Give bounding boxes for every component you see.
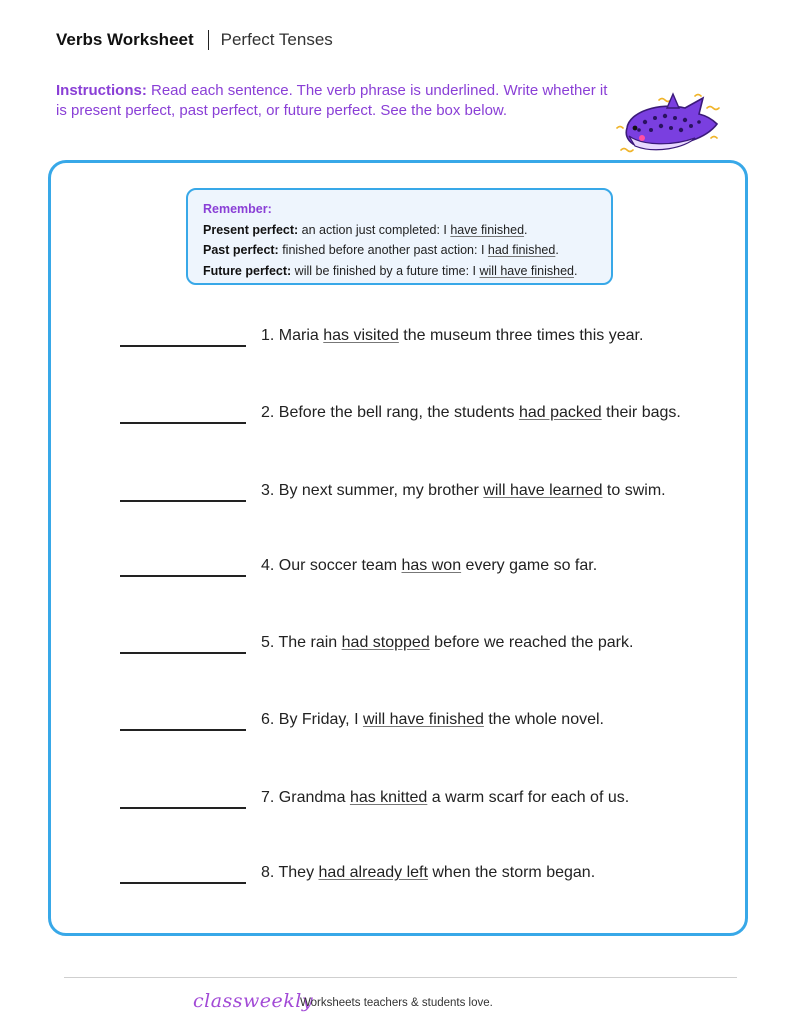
question-text: 2. Before the bell rang, the students had packed their bags. bbox=[261, 404, 681, 421]
instructions-text: Read each sentence. The verb phrase is underlined. Write whether it is present perfect, past perfect, or future perfect. See the box below. bbox=[56, 82, 608, 119]
question-item bbox=[120, 863, 720, 891]
question-item bbox=[120, 556, 720, 584]
remember-verb: have finished bbox=[450, 222, 525, 237]
remember-punct: . bbox=[524, 222, 528, 237]
remember-verb: will have finished bbox=[479, 263, 574, 278]
remember-title: Remember: bbox=[203, 202, 272, 216]
verb-phrase: had packed bbox=[518, 404, 602, 421]
question-text: 6. By Friday, I will have finished the whole novel. bbox=[261, 711, 604, 728]
question-text: 8. They had already left when the storm began. bbox=[261, 864, 596, 881]
question-text: 3. By next summer, my brother will have learned to swim. bbox=[261, 482, 666, 499]
remember-label: Future perfect: bbox=[203, 263, 292, 278]
remember-desc: finished before another past action: I bbox=[278, 243, 488, 257]
question-text: 5. The rain had stopped before we reached the park. bbox=[261, 634, 634, 651]
remember-label: Past perfect: bbox=[203, 243, 279, 257]
brand-logo: classweekly bbox=[193, 990, 314, 1012]
verb-phrase: had stopped bbox=[341, 634, 430, 651]
remember-punct: . bbox=[555, 243, 559, 257]
worksheet-header bbox=[56, 30, 333, 50]
remember-row bbox=[203, 240, 596, 261]
footer-tagline: Worksheets teachers & students love. bbox=[300, 997, 493, 1009]
worksheet-title: Verbs Worksheet bbox=[56, 30, 194, 49]
remember-row bbox=[203, 220, 596, 241]
remember-desc: an action just completed: I bbox=[298, 222, 451, 237]
question-item bbox=[120, 633, 720, 661]
answer-blank[interactable] bbox=[120, 729, 246, 731]
remember-box bbox=[186, 188, 613, 285]
worksheet-subtitle: Perfect Tenses bbox=[220, 30, 333, 49]
answer-blank[interactable] bbox=[120, 575, 246, 577]
whale-shark-icon bbox=[615, 88, 725, 163]
header-divider bbox=[208, 30, 209, 50]
question-item bbox=[120, 710, 720, 738]
question-text: 4. Our soccer team has won every game so far. bbox=[261, 557, 598, 574]
remember-punct: . bbox=[573, 263, 578, 278]
footer-divider bbox=[64, 977, 737, 978]
answer-blank[interactable] bbox=[120, 500, 246, 502]
verb-phrase: has visited bbox=[323, 327, 399, 344]
question-text: 7. Grandma has knitted a warm scarf for each of us. bbox=[261, 789, 630, 806]
verb-phrase: has won bbox=[401, 557, 462, 574]
question-item bbox=[120, 403, 720, 431]
question-item bbox=[120, 788, 720, 816]
answer-blank[interactable] bbox=[120, 807, 246, 809]
question-item bbox=[120, 326, 720, 354]
question-item bbox=[120, 481, 720, 509]
verb-phrase: will have finished bbox=[362, 711, 484, 728]
verb-phrase: will have learned bbox=[483, 482, 603, 499]
verb-phrase: had already left bbox=[318, 864, 428, 881]
remember-desc: will be finished by a future time: I bbox=[291, 263, 480, 278]
question-text: 1. Maria has visited the museum three times this year. bbox=[261, 327, 644, 344]
verb-phrase: has knitted bbox=[349, 789, 428, 806]
answer-blank[interactable] bbox=[120, 882, 246, 884]
remember-label: Present perfect: bbox=[203, 222, 299, 237]
answer-blank[interactable] bbox=[120, 345, 246, 347]
instructions bbox=[56, 81, 616, 121]
remember-row bbox=[203, 261, 596, 282]
answer-blank[interactable] bbox=[120, 652, 246, 654]
answer-blank[interactable] bbox=[120, 422, 246, 424]
remember-verb: had finished bbox=[487, 243, 556, 257]
instructions-label: Instructions: bbox=[56, 82, 147, 99]
